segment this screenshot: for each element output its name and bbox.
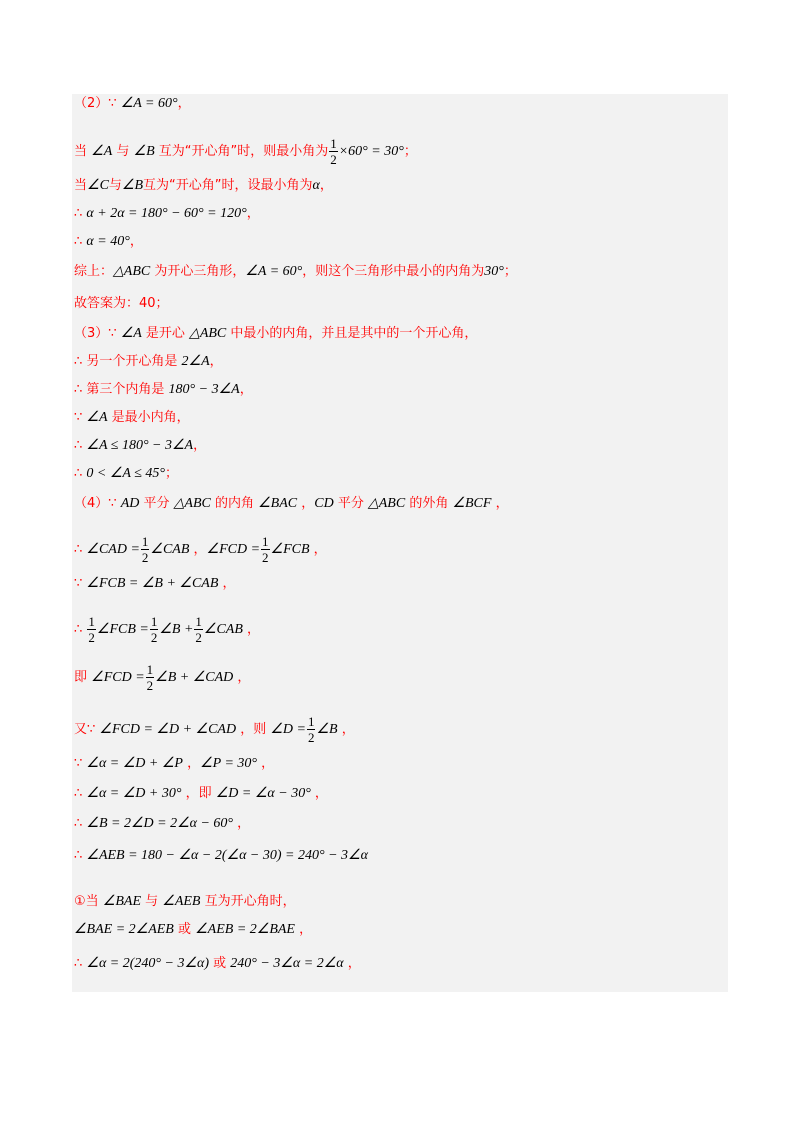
fraction-numerator: 1 [146,662,154,677]
fraction-denominator: 2 [330,152,337,167]
explanation-text: （3）∵ [74,326,121,341]
explanation-text: ， [343,956,361,971]
math-expression: ∠α = ∠D + 30° [86,786,182,801]
math-expression: ∠C [87,178,109,193]
explanation-text: ∴ [74,542,87,557]
solution-line [74,234,143,250]
explanation-text: 又∵ [74,722,100,737]
explanation-text: 与 [141,894,163,909]
explanation-text: ， [297,496,315,511]
explanation-text: 平分 [139,496,174,511]
math-expression: α + 2α = 180° − 60° = 120° [86,206,247,221]
explanation-text: ， [242,622,261,637]
math-expression: ∠B [121,178,144,193]
solution-line [74,534,327,565]
solution-line [74,178,333,194]
explanation-text: 当 [74,144,92,159]
math-expression: △ABC [189,326,227,341]
math-expression: ∠A [91,144,113,159]
explanation-text: 是开心 [141,326,190,341]
math-expression: ∠BAE [102,894,142,909]
explanation-text: ， [294,922,313,937]
fraction-denominator: 2 [262,550,269,565]
explanation-text: ∴ 另一个开心角是 [74,354,182,369]
math-expression: ∠CAB [150,542,190,557]
math-expression: △ABC [173,496,211,511]
fraction-numerator: 1 [141,534,149,549]
solution-line [74,354,223,370]
explanation-text: 为开心三角形， [150,264,246,279]
explanation-text: 平分 [333,496,368,511]
math-expression: ∠FCB [270,542,310,557]
explanation-text: 当 [74,178,88,193]
solution-line [74,296,169,312]
fraction-numerator: 1 [88,614,95,629]
explanation-text: ∴ [74,956,87,971]
explanation-text: ∵ [74,410,87,425]
math-expression: ∠FCB = ∠B + ∠CAB [86,576,219,591]
math-expression: 240° − 3∠α = 2∠α [230,956,344,971]
explanation-text: ∴ [74,622,87,637]
fraction [307,714,316,745]
explanation-text: ， [319,178,333,193]
math-expression: ∠A [120,326,142,341]
math-expression: 0 < ∠A ≤ 45° [86,466,165,481]
solution-line [74,136,417,167]
fraction-numerator: 1 [262,534,269,549]
explanation-text: ， [182,756,201,771]
fraction-denominator: 2 [88,630,95,645]
math-expression: ∠B + ∠CAD [155,670,234,685]
explanation-text: （2）∵ [74,96,121,111]
fraction [150,614,159,645]
math-expression: AD [120,496,140,511]
math-expression: ∠BAC [258,496,298,511]
explanation-text: ∴ 第三个内角是 [74,382,169,397]
math-expression: ∠P = 30° [200,756,258,771]
math-expression: ∠α = ∠D + ∠P [86,756,183,771]
explanation-text: ， [491,496,509,511]
solution-line [74,382,253,398]
explanation-text: ； [403,144,417,159]
explanation-text: 综上： [74,264,114,279]
explanation-text: 是最小内角， [107,410,190,425]
fraction [146,662,155,693]
math-expression: ∠B + [159,622,194,637]
explanation-text: 的内角 [210,496,259,511]
explanation-text: ∴ [74,848,87,863]
math-expression: ∠D = [270,722,306,737]
solution-line [74,922,312,938]
fraction-numerator: 1 [330,136,337,151]
solution-line [74,848,368,864]
explanation-text: 即 [74,670,92,685]
math-expression: 2∠A [181,354,210,369]
explanation-text: 的外角 [405,496,453,511]
fraction-numerator: 1 [195,614,202,629]
fraction [141,534,150,565]
explanation-text: ， [309,542,327,557]
solution-line [74,714,355,745]
explanation-text: ，则这个三角形中最小的内角为 [302,264,485,279]
fraction [261,534,270,565]
fraction-denominator: 2 [307,730,315,745]
explanation-text: ∴ [74,234,87,249]
math-expression: ∠BCF [452,496,492,511]
explanation-text: ， [189,542,207,557]
explanation-text: ∵ [74,756,87,771]
math-expression: ∠CAD = [86,542,140,557]
solution-line [74,614,260,645]
fraction-numerator: 1 [150,614,158,629]
math-expression: ∠A = 60° [245,264,303,279]
explanation-text: ，即 [181,786,216,801]
explanation-text: 互为“开心角”时，设最小角为 [143,178,313,193]
explanation-text: ，则 [236,722,271,737]
explanation-text: ∵ [74,576,87,591]
solution-line [74,496,509,512]
math-expression: ∠FCD = [91,670,145,685]
explanation-text: 中最小的内角，并且是其中的一个开心角， [226,326,478,341]
explanation-text: ， [337,722,355,737]
solution-line [74,956,361,972]
math-expression: 180° − 3∠A [168,382,240,397]
explanation-text: ①当 [74,894,103,909]
math-expression: ∠FCD = [206,542,261,557]
math-expression: ×60° = 30° [338,144,404,159]
solution-line [74,894,296,910]
explanation-text: ， [193,438,207,453]
explanation-text: ∴ [74,466,87,481]
math-expression: ∠α = 2(240° − 3∠α) [86,956,210,971]
explanation-text: ， [257,756,275,771]
explanation-text: ， [218,576,236,591]
math-expression: ∠B [316,722,338,737]
explanation-text: ∴ [74,438,87,453]
explanation-text: ， [209,354,223,369]
solution-line [74,96,191,112]
math-expression: ∠B [133,144,155,159]
explanation-text: ； [165,466,179,481]
solution-line [74,662,250,693]
math-expression: ∠FCD = ∠D + ∠CAD [99,722,237,737]
explanation-text: ， [239,382,253,397]
fraction-denominator: 2 [195,630,202,645]
explanation-text: 或 [209,956,231,971]
explanation-text: ， [233,670,251,685]
math-expression: △ABC [113,264,151,279]
math-expression: α [312,178,320,193]
solution-line [74,326,477,342]
explanation-text: 互为开心角时， [200,894,296,909]
solution-line [74,264,517,280]
math-expression: ∠D = ∠α − 30° [215,786,311,801]
solution-line [74,206,260,222]
math-expression: ∠AEB = 180 − ∠α − 2(∠α − 30) = 240° − 3∠α [86,848,368,863]
math-expression: ∠AEB = 2∠BAE [195,922,295,937]
explanation-text: 与 [108,178,122,193]
explanation-text: 或 [173,922,196,937]
explanation-text: ， [129,234,143,249]
explanation-text: ∴ [74,816,87,831]
explanation-text: ， [233,816,251,831]
fraction [329,136,338,167]
fraction [87,614,96,645]
math-expression: ∠A = 60° [120,96,178,111]
math-expression: ∠A [86,410,108,425]
math-expression: △ABC [367,496,406,511]
solution-line [74,756,274,772]
fraction-numerator: 1 [307,714,315,729]
explanation-text: ∴ [74,786,87,801]
solution-line [74,466,178,482]
explanation-text: ∴ [74,206,87,221]
math-expression: 30° [484,264,504,279]
math-expression: ∠B = 2∠D = 2∠α − 60° [86,816,234,831]
solution-line [74,410,190,426]
explanation-text: ， [246,206,260,221]
explanation-text: ， [177,96,191,111]
explanation-text: 互为“开心角”时，则最小角为 [154,144,329,159]
math-expression: ∠FCB = [96,622,149,637]
fraction [194,614,203,645]
solution-line [74,576,236,592]
explanation-text: 故答案为：40； [74,296,169,311]
fraction-denominator: 2 [141,550,149,565]
explanation-text: ， [310,786,328,801]
math-expression: ∠A ≤ 180° − 3∠A [86,438,194,453]
solution-line [74,438,206,454]
math-expression: ∠BAE = 2∠AEB [74,922,174,937]
explanation-text: 与 [112,144,134,159]
solution-line [74,786,328,802]
fraction-denominator: 2 [150,630,158,645]
explanation-text: ； [503,264,517,279]
explanation-text: （4）∵ [74,496,121,511]
math-expression: ∠AEB [162,894,201,909]
solution-line [74,816,250,832]
math-expression: α = 40° [86,234,130,249]
math-expression: ∠CAB [203,622,243,637]
math-expression: CD [314,496,334,511]
fraction-denominator: 2 [146,678,154,693]
